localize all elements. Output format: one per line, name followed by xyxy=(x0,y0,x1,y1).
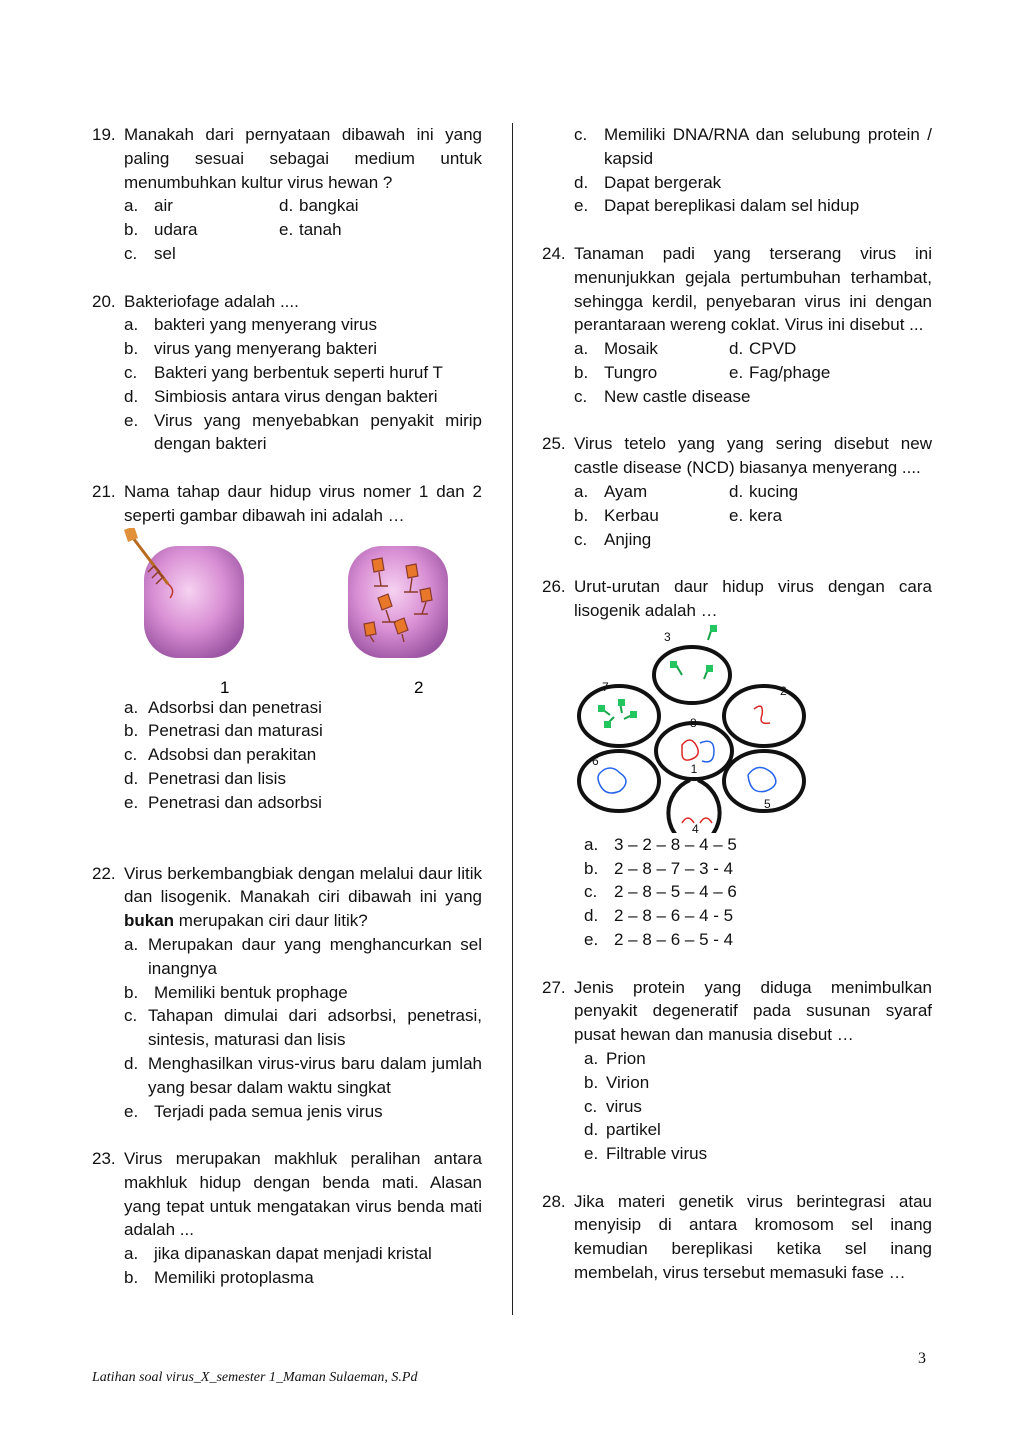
question-text: Nama tahap daur hidup virus nomer 1 dan 2 seperti gambar dibawah ini adalah … xyxy=(124,481,482,525)
option-text: Memiliki protoplasma xyxy=(154,1268,314,1288)
option-text: 2 – 8 – 6 – 5 - 4 xyxy=(614,929,734,949)
option-d[interactable] xyxy=(574,904,932,928)
option-letter: c. xyxy=(574,529,588,549)
option-letter: a. xyxy=(584,1048,599,1068)
option-text: Terjadi pada semua jenis virus xyxy=(154,1101,383,1121)
option-letter: d. xyxy=(729,481,744,501)
option-letter: d. xyxy=(279,196,294,216)
option-letter: c. xyxy=(584,1096,598,1116)
option-text: Virus yang menyebabkan penyakit mirip dengan bakteri xyxy=(154,410,482,454)
option-letter: e. xyxy=(124,410,139,430)
question-25 xyxy=(542,432,932,551)
question-26 xyxy=(542,575,932,952)
option-letter: c. xyxy=(124,745,138,765)
question-text: Virus merupakan makhluk peralihan antara makhluk hidup dengan benda mati. Alasan yang tepat untuk mengatakan virus benda mati adalah ... xyxy=(124,1149,482,1240)
option-text: jika dipanaskan dapat menjadi kristal xyxy=(154,1244,432,1264)
option-text: Virion xyxy=(606,1072,650,1092)
option-d[interactable] xyxy=(124,767,482,791)
option-d[interactable] xyxy=(124,1052,482,1100)
option-text: Dapat bergerak xyxy=(604,172,722,192)
question-text xyxy=(124,862,482,933)
option-text: 2 – 8 – 6 – 4 - 5 xyxy=(614,906,734,926)
label-8: 8 xyxy=(690,715,697,730)
label-7: 7 xyxy=(602,679,609,694)
option-letter: c. xyxy=(584,882,598,902)
question-number: 22. xyxy=(92,863,116,883)
question-text: Jenis protein yang diduga menimbulkan penyakit degeneratif pada susunan syaraf pusat hewan dan manusia disebut … xyxy=(574,977,932,1045)
option-d[interactable]: bangkai xyxy=(299,196,359,216)
option-c[interactable]: New castle disease xyxy=(604,386,751,406)
option-row xyxy=(574,528,932,552)
option-text: partikel xyxy=(606,1120,661,1140)
option-c[interactable] xyxy=(574,880,932,904)
option-letter: d. xyxy=(124,386,139,406)
option-letter: a. xyxy=(584,834,599,854)
option-letter: e. xyxy=(279,220,294,240)
option-text: virus yang menyerang bakteri xyxy=(154,339,378,359)
option-letter: e. xyxy=(574,196,589,216)
virus-cycle-figure xyxy=(124,528,482,696)
option-letter: a. xyxy=(124,196,139,216)
option-row xyxy=(124,242,482,266)
question-text-bold: bukan xyxy=(124,911,175,931)
question-text-part: Virus berkembangbiak dengan melalui daur litik dan lisogenik. Manakah ciri dibawah ini yang xyxy=(124,863,482,907)
question-text-part: merupakan ciri daur litik? xyxy=(174,911,368,931)
option-text: Filtrable virus xyxy=(606,1144,708,1164)
option-a[interactable]: Ayam xyxy=(604,481,648,501)
option-letter: b. xyxy=(124,220,139,240)
question-28 xyxy=(542,1190,932,1285)
question-21 xyxy=(92,480,482,815)
cell-3 xyxy=(654,647,730,703)
option-text: 2 – 8 – 7 – 3 - 4 xyxy=(614,858,734,878)
option-letter: e. xyxy=(124,1101,139,1121)
option-a[interactable] xyxy=(574,1047,932,1071)
left-column xyxy=(92,123,482,1314)
option-e[interactable] xyxy=(124,1100,482,1124)
figure-label-1: 1 xyxy=(220,677,230,696)
cycle-diagram xyxy=(542,623,902,833)
question-23 xyxy=(92,1147,482,1290)
option-text: Adsorbsi dan penetrasi xyxy=(148,697,322,717)
option-b[interactable]: Tungro xyxy=(604,362,658,382)
option-letter: e. xyxy=(124,792,139,812)
label-2: 2 xyxy=(780,683,787,698)
option-text: Menghasilkan virus-virus baru dalam jumlah yang besar dalam waktu singkat xyxy=(148,1053,482,1097)
question-22 xyxy=(92,862,482,1124)
option-letter: e. xyxy=(729,505,744,525)
option-a[interactable] xyxy=(574,833,932,857)
option-letter: d. xyxy=(124,768,139,788)
option-d[interactable] xyxy=(574,171,932,195)
label-6: 6 xyxy=(592,753,599,768)
question-text: Urut-urutan daur hidup virus dengan cara lisogenik adalah … xyxy=(574,577,932,620)
option-row xyxy=(574,361,932,385)
option-letter: a. xyxy=(124,697,139,717)
question-number: 25. xyxy=(542,434,566,454)
question-number: 19. xyxy=(92,125,116,144)
option-letter: b. xyxy=(124,1268,139,1288)
option-letter: b. xyxy=(124,339,139,359)
option-row xyxy=(124,194,482,218)
option-letter: b. xyxy=(584,1072,599,1092)
question-text: Tanaman padi yang terserang virus ini menunjukkan gejala pertumbuhan terhambat, sehingga kerdil, penyebaran virus ini dengan perantaraan wereng coklat. Virus ini disebut ... xyxy=(574,243,932,335)
option-text: Penetrasi dan adsorbsi xyxy=(148,792,322,812)
option-a[interactable] xyxy=(124,933,482,981)
option-d[interactable]: CPVD xyxy=(749,339,797,359)
label-4: 4 xyxy=(692,821,699,833)
option-letter: e. xyxy=(584,1144,599,1164)
option-text: Penetrasi dan lisis xyxy=(148,768,286,788)
question-number: 23. xyxy=(92,1149,116,1169)
option-letter: a. xyxy=(574,339,589,359)
option-text: Prion xyxy=(606,1048,646,1068)
option-letter: b. xyxy=(124,982,139,1002)
option-text: Bakteri yang berbentuk seperti huruf T xyxy=(154,362,443,382)
question-24 xyxy=(542,242,932,409)
column-divider xyxy=(512,123,513,1315)
option-b[interactable] xyxy=(124,337,482,361)
option-b[interactable]: Kerbau xyxy=(604,505,659,525)
option-row xyxy=(574,337,932,361)
option-row xyxy=(574,480,932,504)
option-d[interactable]: kucing xyxy=(749,481,799,501)
option-text: bakteri yang menyerang virus xyxy=(154,315,378,335)
option-c[interactable] xyxy=(124,743,482,767)
option-e[interactable] xyxy=(124,791,482,815)
option-a[interactable]: Mosaik xyxy=(604,339,658,359)
host-cell-2 xyxy=(348,546,448,658)
right-column xyxy=(542,123,932,1309)
option-b[interactable] xyxy=(574,1071,932,1095)
option-text: Simbiosis antara virus dengan bakteri xyxy=(154,386,438,406)
option-c[interactable] xyxy=(574,1095,932,1119)
option-d[interactable] xyxy=(124,385,482,409)
option-e[interactable] xyxy=(124,409,482,457)
host-cell-1 xyxy=(144,546,244,658)
option-letter: d. xyxy=(124,1053,139,1073)
question-23-continued xyxy=(542,123,932,218)
question-text: Manakah dari pernyataan dibawah ini yang paling sesuai sebagai medium untuk menumbuhkan kultur virus hewan ? xyxy=(124,125,482,192)
option-a[interactable]: air xyxy=(154,196,173,216)
option-text: Adsobsi dan perakitan xyxy=(148,745,317,765)
label-5: 5 xyxy=(764,796,771,811)
option-c[interactable] xyxy=(124,1004,482,1052)
option-a[interactable] xyxy=(124,696,482,720)
option-b[interactable]: udara xyxy=(154,220,198,240)
question-number: 24. xyxy=(542,243,566,263)
question-number: 21. xyxy=(92,481,116,501)
option-c[interactable] xyxy=(124,361,482,385)
option-e[interactable]: kera xyxy=(749,505,783,525)
option-letter: b. xyxy=(574,362,589,382)
option-c[interactable] xyxy=(574,123,932,171)
question-text: Bakteriofage adalah .... xyxy=(124,291,299,311)
option-text: Penetrasi dan maturasi xyxy=(148,721,323,741)
option-a[interactable] xyxy=(124,1242,482,1266)
option-letter: b. xyxy=(584,858,599,878)
option-e[interactable] xyxy=(574,928,932,952)
option-text: Memiliki DNA/RNA dan selubung protein / kapsid xyxy=(604,125,932,168)
option-row xyxy=(574,385,932,409)
option-text: Merupakan daur yang menghancurkan sel inangnya xyxy=(148,934,482,978)
option-letter: a. xyxy=(124,934,139,954)
option-e[interactable] xyxy=(574,1142,932,1166)
page-number: 3 xyxy=(918,1350,926,1367)
question-text: Jika materi genetik virus berintegrasi atau menyisip di antara kromosom sel inang kemudian bereplikasi ketika sel inang membelah, virus tersebut memasuki fase … xyxy=(574,1191,932,1283)
cell-illustrations xyxy=(124,528,482,696)
option-letter: c. xyxy=(124,243,138,263)
option-letter: b. xyxy=(574,505,589,525)
option-letter: d. xyxy=(729,339,744,359)
option-text: 3 – 2 – 8 – 4 – 5 xyxy=(614,834,737,854)
option-a[interactable] xyxy=(124,313,482,337)
option-text: Dapat bereplikasi dalam sel hidup xyxy=(604,196,860,216)
option-e[interactable]: tanah xyxy=(299,220,342,240)
cell-6 xyxy=(579,751,659,811)
question-number: 20. xyxy=(92,291,116,311)
question-number: 27. xyxy=(542,977,566,997)
option-b[interactable] xyxy=(124,719,482,743)
label-1: 1 xyxy=(690,761,698,776)
lysogenic-cycle-figure xyxy=(574,623,932,833)
option-b[interactable] xyxy=(574,857,932,881)
option-letter: d. xyxy=(574,172,589,192)
option-d[interactable] xyxy=(574,1118,932,1142)
cell-2 xyxy=(724,683,804,746)
option-letter: e. xyxy=(729,362,744,382)
option-letter: a. xyxy=(574,481,589,501)
option-b[interactable] xyxy=(124,1266,482,1290)
option-letter: c. xyxy=(124,1006,138,1026)
option-letter: c. xyxy=(124,362,138,382)
option-text: 2 – 8 – 5 – 4 – 6 xyxy=(614,882,737,902)
question-27 xyxy=(542,976,932,1166)
option-row xyxy=(574,504,932,528)
question-number: 28. xyxy=(542,1191,566,1211)
question-20 xyxy=(92,290,482,457)
question-text: Virus tetelo yang yang sering disebut new castle disease (NCD) biasanya menyerang .... xyxy=(574,434,932,478)
cell-7 xyxy=(579,686,659,746)
label-3: 3 xyxy=(664,629,671,644)
option-b[interactable] xyxy=(124,981,482,1005)
question-19 xyxy=(92,123,482,266)
option-c[interactable]: sel xyxy=(154,243,176,263)
option-e[interactable] xyxy=(574,194,932,218)
option-text: Memiliki bentuk prophage xyxy=(154,982,348,1002)
figure-label-2: 2 xyxy=(414,677,424,696)
option-letter: d. xyxy=(584,1120,599,1140)
option-e[interactable]: Fag/phage xyxy=(749,362,831,382)
option-letter: a. xyxy=(124,315,139,335)
option-letter: e. xyxy=(584,929,599,949)
option-letter: d. xyxy=(584,906,599,926)
option-c[interactable]: Anjing xyxy=(604,529,652,549)
footer-text: Latihan soal virus_X_semester 1_Maman Sulaeman, S.Pd xyxy=(92,1370,418,1385)
option-letter: b. xyxy=(124,721,139,741)
question-number: 26. xyxy=(542,577,566,597)
option-row xyxy=(124,218,482,242)
option-letter: a. xyxy=(124,1244,139,1264)
option-text: Tahapan dimulai dari adsorbsi, penetrasi, sintesis, maturasi dan lisis xyxy=(148,1006,482,1050)
option-letter: c. xyxy=(574,386,588,406)
option-text: virus xyxy=(606,1096,642,1116)
option-letter: c. xyxy=(574,125,588,144)
